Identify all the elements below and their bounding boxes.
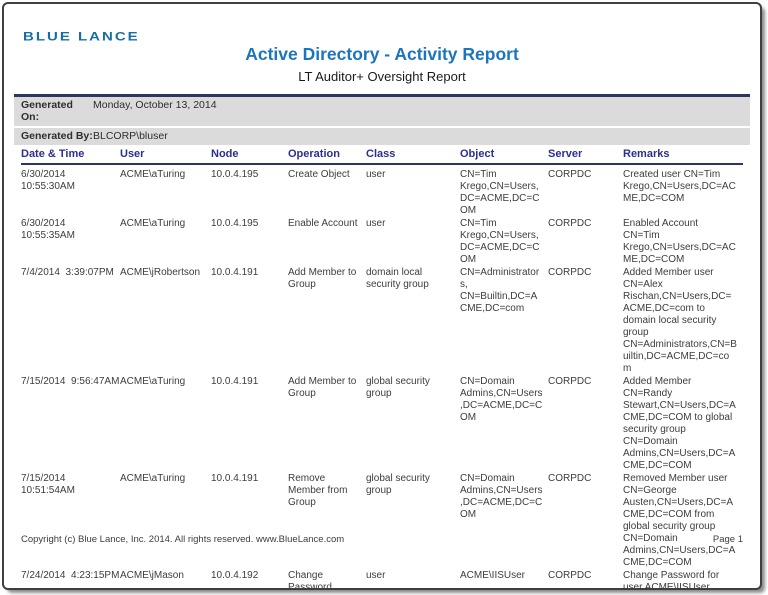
cell-operation: Add Member to Group: [288, 376, 357, 399]
cell-class: global security group: [366, 376, 430, 399]
cell-user: ACME\aTuring: [120, 376, 186, 387]
cell-datetime: 7/15/2014 10:51:54AM: [21, 473, 75, 496]
table-row: [21, 164, 743, 218]
cell-node: 10.0.4.191: [211, 473, 259, 484]
col-header-date-time: Date & Time: [21, 145, 120, 164]
col-header-server: Server: [548, 145, 623, 164]
cell-server: CORPDC: [548, 267, 592, 278]
table-row: [21, 218, 743, 267]
cell-operation: Enable Account: [288, 218, 358, 229]
generated-on-value: Monday, October 13, 2014: [93, 99, 217, 111]
cell-user: ACME\aTuring: [120, 473, 186, 484]
cell-server: CORPDC: [548, 376, 592, 387]
cell-class: user: [366, 218, 386, 229]
cell-user: ACME\jRobertson: [120, 267, 201, 278]
cell-node: 10.0.4.195: [211, 169, 259, 180]
cell-remarks: Enabled Account CN=Tim Krego,CN=Users,DC=ACME,DC=COM: [623, 218, 736, 265]
table-row: [21, 473, 743, 570]
cell-remarks: Removed Member user CN=George Austen,CN=Users,DC=ACME,DC=COM from global security group CN=Domain Admins,CN=Users,DC=ACME,DC=COM: [623, 473, 736, 568]
activity-table: [21, 145, 743, 595]
cell-user: ACME\jMason: [120, 570, 184, 581]
cell-node: 10.0.4.191: [211, 267, 259, 278]
table-row: [21, 267, 743, 376]
cell-operation: Remove Member from Group: [288, 473, 348, 508]
cell-object: CN=Administrators, CN=Builtin,DC=ACME,DC=com: [460, 267, 540, 314]
page-number: Page 1: [712, 534, 743, 545]
cell-server: CORPDC: [548, 473, 592, 484]
cell-class: domain local security group: [366, 267, 429, 290]
cell-class: global security group: [366, 473, 430, 496]
cell-datetime: 6/30/2014 10:55:30AM: [21, 169, 75, 192]
cell-server: CORPDC: [548, 218, 592, 229]
copyright-text: Copyright (c) Blue Lance, Inc. 2014. All rights reserved. www.BlueLance.com: [21, 534, 345, 545]
cell-datetime: 6/30/2014 10:55:35AM: [21, 218, 75, 241]
table-header-row: [21, 145, 743, 164]
col-header-operation: Operation: [288, 145, 366, 164]
cell-object: CN=Tim Krego,CN=Users,DC=ACME,DC=COM: [460, 169, 540, 216]
table-body: [21, 164, 743, 595]
cell-node: 10.0.4.192: [211, 570, 259, 581]
col-header-object: Object: [460, 145, 548, 164]
generated-on-label: Generated On:: [21, 99, 73, 123]
col-header-class: Class: [366, 145, 460, 164]
cell-object: CN=Domain Admins,CN=Users,DC=ACME,DC=COM: [460, 473, 543, 520]
table-row: [21, 376, 743, 473]
cell-datetime: 7/4/2014 3:39:07PM: [21, 267, 114, 278]
cell-user: ACME\aTuring: [120, 169, 186, 180]
col-header-user: User: [120, 145, 211, 164]
cell-object: ACME\IISUser: [460, 570, 526, 581]
generated-on-row: [14, 97, 750, 126]
report-title: Active Directory - Activity Report: [245, 44, 519, 64]
cell-object: CN=Tim Krego,CN=Users,DC=ACME,DC=COM: [460, 218, 540, 265]
cell-datetime: 7/24/2014 4:23:15PM: [21, 570, 120, 581]
cell-object: CN=Domain Admins,CN=Users,DC=ACME,DC=COM: [460, 376, 543, 423]
cell-operation: Create Object: [288, 169, 350, 180]
col-header-remarks: Remarks: [623, 145, 743, 164]
page-footer: [21, 534, 743, 545]
generated-by-row: [14, 128, 750, 145]
col-header-node: Node: [211, 145, 288, 164]
cell-server: CORPDC: [548, 169, 592, 180]
generated-by-label: Generated By:: [21, 130, 93, 142]
report-page: [2, 2, 762, 593]
cell-operation: Change Password: [288, 570, 332, 593]
table-row: [21, 570, 743, 595]
cell-operation: Add Member to Group: [288, 267, 357, 290]
cell-remarks: Added Member CN=Randy Stewart,CN=Users,DC=ACME,DC=COM to global security group CN=Domain Admins,CN=Users,DC=ACME,DC=COM: [623, 376, 736, 471]
report-subtitle: LT Auditor+ Oversight Report: [298, 69, 466, 84]
cell-remarks: Change Password for user ACME\IISUser: [623, 570, 720, 593]
cell-class: user: [366, 169, 386, 180]
generated-info-band: [14, 94, 750, 145]
cell-class: user: [366, 570, 386, 581]
cell-remarks: Added Member user CN=Alex Rischan,CN=Users,DC=ACME,DC=com to domain local security group CN=Administrators,CN=Builtin,DC=ACME,DC=com: [623, 267, 737, 374]
blue-lance-logo: BLUE LANCE: [23, 30, 140, 44]
cell-node: 10.0.4.195: [211, 218, 259, 229]
cell-server: CORPDC: [548, 570, 592, 581]
cell-user: ACME\aTuring: [120, 218, 186, 229]
generated-by-value: BLCORP\bluser: [93, 130, 168, 142]
cell-datetime: 7/15/2014 9:56:47AM: [21, 376, 120, 387]
cell-remarks: Created user CN=Tim Krego,CN=Users,DC=ACME,DC=COM: [623, 169, 736, 204]
cell-node: 10.0.4.191: [211, 376, 259, 387]
